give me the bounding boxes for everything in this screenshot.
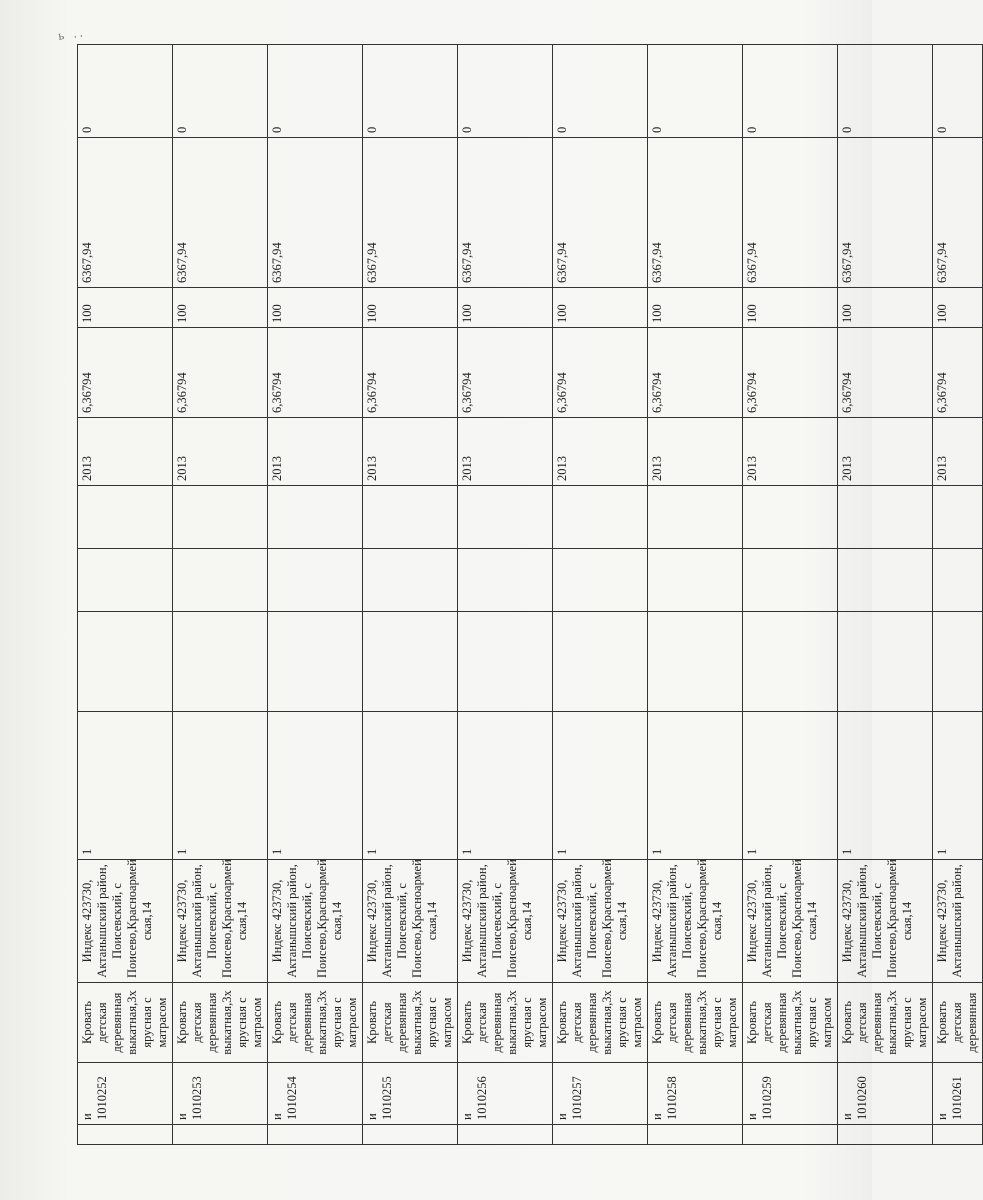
table-cell-value-thousand: 6,36794	[743, 328, 838, 418]
table-cell-year: 2013	[553, 418, 648, 486]
table-cell-rest: 0	[743, 45, 838, 138]
table-cell-inventory-code: и 1010259	[743, 1063, 838, 1125]
table-cell-rest: 0	[553, 45, 648, 138]
table-row	[838, 45, 933, 1145]
table-row	[173, 45, 268, 1145]
table-row	[458, 45, 553, 1145]
table-cell-value-thousand: 6,36794	[933, 328, 983, 418]
table-cell-empty-8	[78, 486, 173, 549]
table-cell-empty-6	[838, 612, 933, 712]
table-cell-value-thousand: 6,36794	[648, 328, 743, 418]
table-cell-percent: 100	[458, 288, 553, 328]
table-cell-value-thousand: 6,36794	[363, 328, 458, 418]
table-cell-inventory-code: и 1010253	[173, 1063, 268, 1125]
table-cell-item-name: Кровать детская деревянная выкатная,3х ярусная с матрасом	[838, 983, 933, 1063]
table-cell-empty-7	[268, 549, 363, 612]
table-cell-amount: 6367,94	[553, 138, 648, 288]
table-cell-item-name: Кровать детская деревянная выкатная,3х ярусная с матрасом	[648, 983, 743, 1063]
table-cell-amount: 6367,94	[78, 138, 173, 288]
table-cell-empty	[553, 1125, 648, 1145]
table-cell-empty-8	[173, 486, 268, 549]
table-cell-empty-6	[363, 612, 458, 712]
table-cell-empty	[363, 1125, 458, 1145]
table-cell-address: Индекс 423730, Актанышский район, Поисевский, с Поисево,Красноармей ская,14	[838, 860, 933, 983]
table-row	[933, 45, 983, 1145]
table-cell-empty-7	[838, 549, 933, 612]
table-cell-item-name: Кровать детская деревянная выкатная,3х ярусная с матрасом	[268, 983, 363, 1063]
table-cell-inventory-code: и 1010254	[268, 1063, 363, 1125]
table-cell-empty	[458, 1125, 553, 1145]
table-cell-empty-6	[78, 612, 173, 712]
table-cell-year: 2013	[268, 418, 363, 486]
table-body	[78, 45, 983, 1145]
table-cell-empty-7	[173, 549, 268, 612]
table-cell-inventory-code: и 1010258	[648, 1063, 743, 1125]
table-row	[78, 45, 173, 1145]
table-cell-year: 2013	[743, 418, 838, 486]
table-cell-value-thousand: 6,36794	[553, 328, 648, 418]
table-cell-rest: 0	[458, 45, 553, 138]
table-cell-value-thousand: 6,36794	[78, 328, 173, 418]
table-cell-address: Индекс 423730, Актанышский район, Поисевский, с Поисево,Красноармей ская,14	[648, 860, 743, 983]
table-cell-quantity: 1	[648, 712, 743, 860]
table-cell-year: 2013	[458, 418, 553, 486]
table-cell-empty-6	[458, 612, 553, 712]
table-cell-percent: 100	[363, 288, 458, 328]
table-cell-empty-6	[933, 612, 983, 712]
table-cell-empty-6	[553, 612, 648, 712]
table-row	[363, 45, 458, 1145]
table-cell-empty-8	[458, 486, 553, 549]
table-cell-item-name: Кровать детская деревянная	[933, 983, 983, 1063]
table-cell-empty-8	[838, 486, 933, 549]
table-cell-rest: 0	[78, 45, 173, 138]
table-cell-empty-8	[933, 486, 983, 549]
table-cell-inventory-code: и 1010255	[363, 1063, 458, 1125]
table-cell-quantity: 1	[363, 712, 458, 860]
table-cell-empty-6	[648, 612, 743, 712]
table-cell-item-name: Кровать детская деревянная выкатная,3х ярусная с матрасом	[173, 983, 268, 1063]
table-cell-item-name: Кровать детская деревянная выкатная,3х ярусная с матрасом	[743, 983, 838, 1063]
table-cell-amount: 6367,94	[268, 138, 363, 288]
table-cell-quantity: 1	[458, 712, 553, 860]
table-row	[743, 45, 838, 1145]
table-cell-empty-8	[743, 486, 838, 549]
table-cell-empty	[743, 1125, 838, 1145]
table-cell-item-name: Кровать детская деревянная выкатная,3х ярусная с матрасом	[78, 983, 173, 1063]
table-cell-inventory-code: и 1010252	[78, 1063, 173, 1125]
table-cell-address: Индекс 423730, Актанышский район, Поисевский, с Поисево,Красноармей ская,14	[743, 860, 838, 983]
table-cell-address: Индекс 423730, Актанышский район, Поисевский, с Поисево,Красноармей ская,14	[268, 860, 363, 983]
table-cell-amount: 6367,94	[838, 138, 933, 288]
table-cell-rest: 0	[838, 45, 933, 138]
table-cell-rest: 0	[268, 45, 363, 138]
table-cell-empty	[648, 1125, 743, 1145]
table-cell-percent: 100	[78, 288, 173, 328]
table-cell-quantity: 1	[838, 712, 933, 860]
table-cell-empty-7	[648, 549, 743, 612]
table-cell-amount: 6367,94	[458, 138, 553, 288]
table-cell-amount: 6367,94	[648, 138, 743, 288]
table-cell-empty-7	[458, 549, 553, 612]
table-cell-empty-6	[743, 612, 838, 712]
table-cell-amount: 6367,94	[173, 138, 268, 288]
table-cell-empty-7	[78, 549, 173, 612]
table-cell-item-name: Кровать детская деревянная выкатная,3х ярусная с матрасом	[458, 983, 553, 1063]
table-cell-value-thousand: 6,36794	[268, 328, 363, 418]
table-cell-percent: 100	[933, 288, 983, 328]
table-cell-quantity: 1	[268, 712, 363, 860]
scan-mark: ь ..	[57, 24, 87, 43]
table-cell-rest: 0	[173, 45, 268, 138]
table-cell-amount: 6367,94	[363, 138, 458, 288]
table-row	[648, 45, 743, 1145]
table-cell-inventory-code: и 1010260	[838, 1063, 933, 1125]
table-cell-empty-8	[553, 486, 648, 549]
table-cell-rest: 0	[363, 45, 458, 138]
table-cell-address: Индекс 423730, Актанышский район, Поисевский, с Поисево,Красноармей ская,14	[173, 860, 268, 983]
table-cell-empty-8	[268, 486, 363, 549]
table-cell-empty-7	[363, 549, 458, 612]
table-cell-percent: 100	[743, 288, 838, 328]
table-cell-value-thousand: 6,36794	[458, 328, 553, 418]
table-cell-inventory-code: и 1010257	[553, 1063, 648, 1125]
table-cell-empty	[838, 1125, 933, 1145]
table-cell-empty-7	[743, 549, 838, 612]
table-cell-quantity: 1	[743, 712, 838, 860]
table-cell-inventory-code: и 1010261	[933, 1063, 983, 1125]
table-cell-address: Индекс 423730, Актанышский район,	[933, 860, 983, 983]
table-cell-percent: 100	[268, 288, 363, 328]
table-cell-value-thousand: 6,36794	[838, 328, 933, 418]
table-cell-amount: 6367,94	[933, 138, 983, 288]
rotated-table-wrapper	[77, 45, 979, 1145]
table-cell-address: Индекс 423730, Актанышский район, Поисевский, с Поисево,Красноармей ская,14	[363, 860, 458, 983]
table-cell-percent: 100	[173, 288, 268, 328]
table-cell-percent: 100	[648, 288, 743, 328]
table-cell-quantity: 1	[173, 712, 268, 860]
table-cell-year: 2013	[78, 418, 173, 486]
table-cell-item-name: Кровать детская деревянная выкатная,3х ярусная с матрасом	[553, 983, 648, 1063]
table-cell-empty	[173, 1125, 268, 1145]
property-register-table	[77, 44, 983, 1145]
table-cell-quantity: 1	[553, 712, 648, 860]
table-row	[268, 45, 363, 1145]
table-cell-inventory-code: и 1010256	[458, 1063, 553, 1125]
table-cell-empty-8	[648, 486, 743, 549]
table-cell-empty-6	[268, 612, 363, 712]
table-cell-year: 2013	[363, 418, 458, 486]
table-cell-empty-7	[553, 549, 648, 612]
table-cell-address: Индекс 423730, Актанышский район, Поисевский, с Поисево,Красноармей ская,14	[78, 860, 173, 983]
table-cell-empty-6	[173, 612, 268, 712]
table-cell-percent: 100	[553, 288, 648, 328]
table-cell-rest: 0	[648, 45, 743, 138]
table-cell-address: Индекс 423730, Актанышский район, Поисевский, с Поисево,Красноармей ская,14	[553, 860, 648, 983]
table-cell-empty-8	[363, 486, 458, 549]
table-cell-rest: 0	[933, 45, 983, 138]
table-cell-quantity: 1	[933, 712, 983, 860]
table-cell-year: 2013	[838, 418, 933, 486]
table-cell-amount: 6367,94	[743, 138, 838, 288]
table-cell-address: Индекс 423730, Актанышский район, Поисевский, с Поисево,Красноармей ская,14	[458, 860, 553, 983]
table-cell-year: 2013	[933, 418, 983, 486]
table-cell-empty	[268, 1125, 363, 1145]
table-cell-empty	[933, 1125, 983, 1145]
table-cell-item-name: Кровать детская деревянная выкатная,3х ярусная с матрасом	[363, 983, 458, 1063]
table-cell-percent: 100	[838, 288, 933, 328]
table-cell-quantity: 1	[78, 712, 173, 860]
table-cell-year: 2013	[173, 418, 268, 486]
table-cell-empty-7	[933, 549, 983, 612]
table-row	[553, 45, 648, 1145]
table-cell-empty	[78, 1125, 173, 1145]
table-cell-year: 2013	[648, 418, 743, 486]
table-cell-value-thousand: 6,36794	[173, 328, 268, 418]
